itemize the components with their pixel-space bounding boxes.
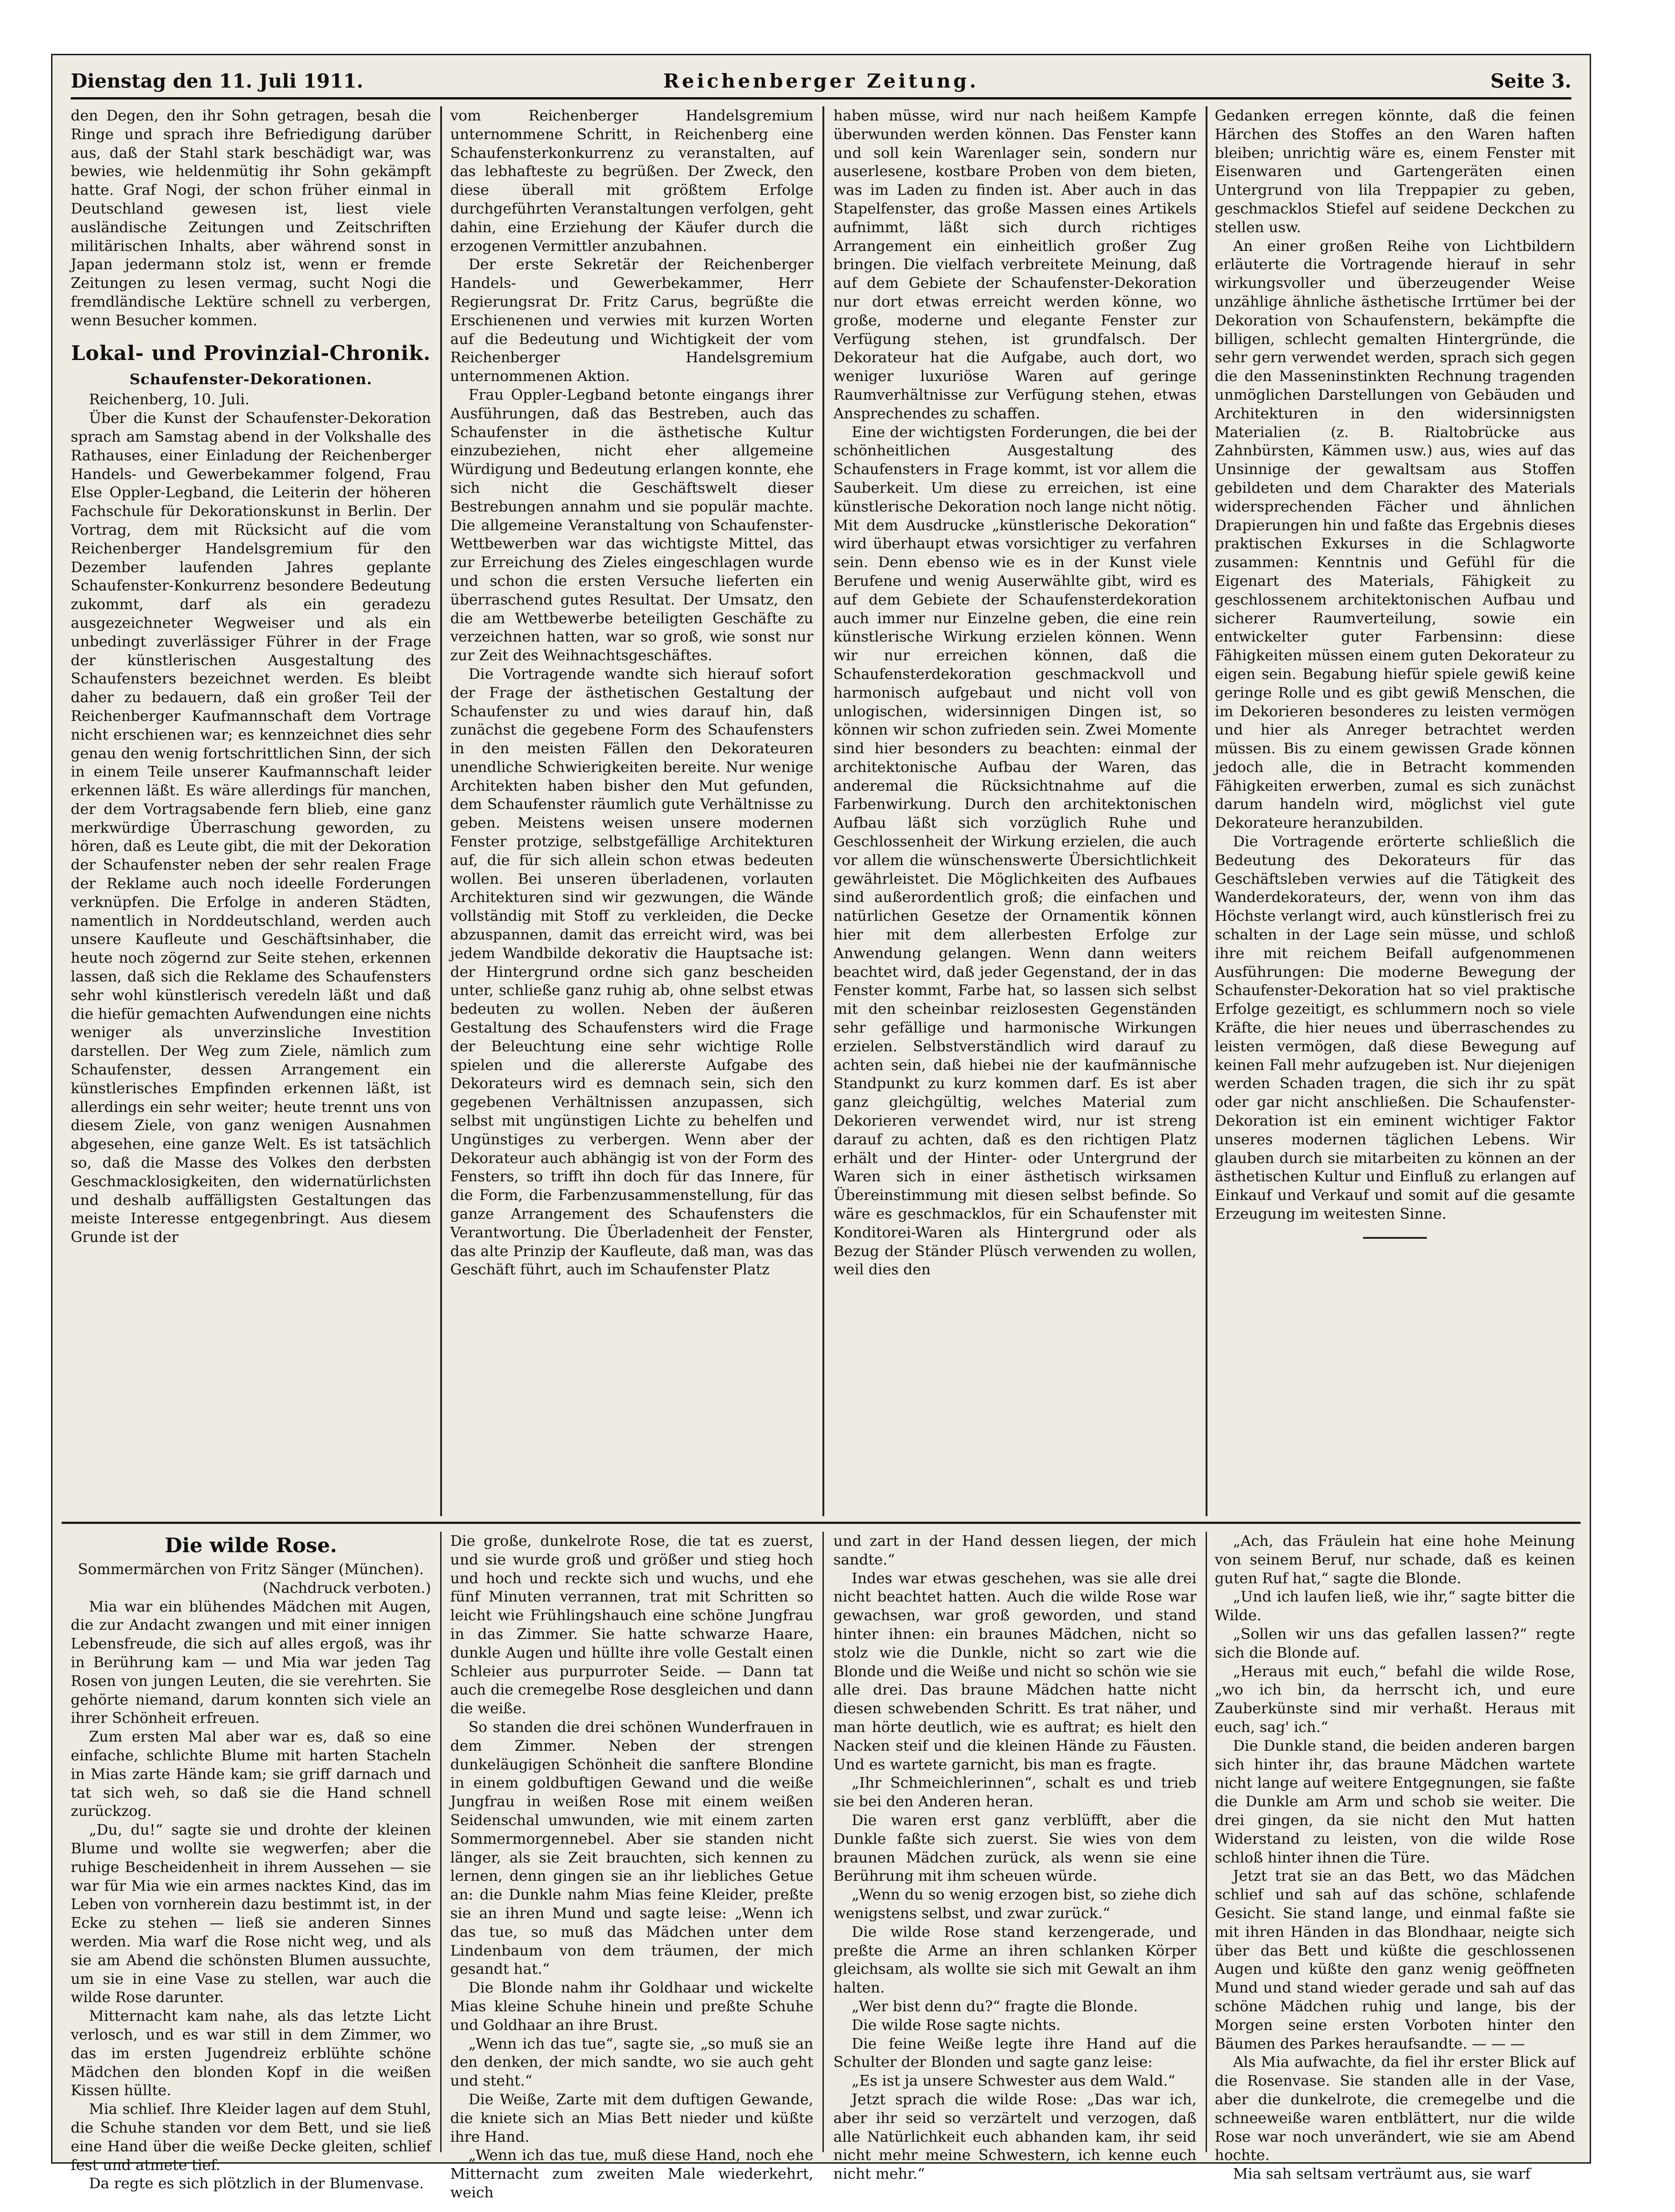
paragraph: Mitternacht kam nahe, als das letzte Licht verlosch, und es war still in dem Zimmer, wo das im ersten Jugendreiz erblühte schöne Mädchen den blonden Kopf in die weißen Kissen hüllte.	[71, 2007, 431, 2099]
paragraph: „Sollen wir uns das gefallen lassen?“ regte sich die Blonde auf.	[1215, 1625, 1575, 1661]
feuilleton-separator	[62, 1522, 1581, 1524]
page-header	[71, 65, 1571, 99]
paragraph: „Heraus mit euch,“ befahl die wilde Rose, „wo ich bin, da herrscht ich, und eure Zauberkünste sind mir verhaßt. Heraus mit euch, sag' ich.“	[1215, 1662, 1575, 1736]
paragraph: Frau Oppler-Legband betonte eingangs ihrer Ausführungen, daß das Bestreben, auch das Schaufenster in die ästhetische Kultur einzubeziehen, nicht eher allgemeine Würdigung und Bedeutung erlangen konnte, ehe sich nicht die Geschäftswelt dieser Bestrebungen annahm und sie populär machte. Die allgemeine Veranstaltung von Schaufenster-Wettbewerben war das wichtigste Mittel, das zur Erreichung des Zieles eingeschlagen wurde und schon die ersten Versuche lieferten ein überraschend gutes Resultat. Der Umsatz, den die am Wettbewerbe beteiligten Geschäfte zu verzeichnen hatten, war so groß, wie sonst nur zur Zeit des Weihnachtsgeschäftes.	[450, 386, 813, 664]
paragraph: Die wilde Rose stand kerzengerade, und preßte die Arme an ihren schlanken Körper gleichsam, als wollte sie sich mit Gewalt an ihm halten.	[833, 1923, 1196, 1997]
paragraph: Der erste Sekretär der Reichenberger Handels- und Gewerbekammer, Herr Regierungsrat Dr. Fritz Carus, begrüßte die Erschienenen und verwies mit kurzen Worten auf die Bedeutung und Wichtigkeit der vom Reichenberger Handelsgremium unternommenen Aktion.	[450, 256, 813, 385]
paragraph: So standen die drei schönen Wunderfrauen in dem Zimmer. Neben der strengen dunkeläugigen Schönheit die sanftere Blondine in einem goldbuftigen Gewand und die weiße Jungfrau in weißen Rose mit einem weißen Seidenschal umwunden, wie mit einem zarten Sommermorgennebel. Aber sie standen nicht länger, als sie Zeit brauchten, sich kennen zu lernen, denn gingen sie an ihr liebliches Getue an: die Dunkle nahm Mias feine Kleider, preßte sie an ihren Mund und sagte leise: „Wenn ich das tue, so muß das Mädchen unter dem Lindenbaum von dem träumen, der mich gesandt hat.“	[450, 1718, 813, 1978]
end-rule	[1363, 1237, 1427, 1239]
paragraph: Jetzt sprach die wilde Rose: „Das war ich, aber ihr seid so verzärtelt und verzogen, daß alle Natürlichkeit euch abhanden kam, ihr seid nicht mehr meine Schwestern, ich kenne euch nicht mehr.“	[833, 2090, 1196, 2183]
paragraph: „Und ich laufen ließ, wie ihr,“ sagte bitter die Wilde.	[1215, 1588, 1575, 1624]
column-rule	[440, 1532, 442, 2152]
story-title: Die wilde Rose.	[165, 1534, 337, 1557]
paragraph: Zum ersten Mal aber war es, daß so eine einfache, schlichte Blume mit harten Stacheln in Mias zarte Hände kam; sie griff darnach und tat sich weh, so daß sie die Hand schnell zurückzog.	[71, 1728, 431, 1820]
paragraph: „Wenn ich das tue, muß diese Hand, noch ehe Mitternacht zum zweiten Male wiederkehrt, weich	[450, 2146, 813, 2201]
paragraph: Über die Kunst der Schaufenster-Dekoration sprach am Samstag abend in der Volkshalle des Rathauses, einer Einladung der Reichenberger Handels- und Gewerbekammer folgend, Frau Else Oppler-Legband, die Leiterin der höheren Fachschule für Dekorationskunst in Berlin. Der Vortrag, dem mit Rücksicht auf die vom Reichenberger Handelsgremium für den Dezember laufenden Jahres geplante Schaufenster-Konkurrenz besondere Bedeutung zukommt, darf als ein geradezu ausgezeichneter Wegweiser und als ein unbedingt zuverlässiger Führer in der Frage der künstlerischen Ausgestaltung des Schaufensters bezeichnet werden. Es bleibt daher zu bedauern, daß ein großer Teil der Reichenberger Kaufmannschaft dem Vortrage nicht erschienen war; es kennzeichnet dies sehr genau den wenig fortschrittlichen Sinn, der sich in einem Teile unserer Kaufmannschaft leider erkennen läßt. Es wäre allerdings für manchen, der dem Vortragsabende fern blieb, eine ganz merkwürdige Überraschung geworden, zu hören, daß es Leute gibt, die mit der Dekoration der Schaufenster neben der sehr realen Frage der Reklame auch noch ideelle Forderungen verknüpfen. Die Erfolge in anderen Städten, namentlich in Norddeutschland, werden auch unsere Kaufleute und Geschäftsinhaber, die heute noch zögernd zur Seite stehen, erkennen lassen, daß sich die Reklame des Schaufensters sehr wohl künstlerisch veredeln läßt und daß die hiefür gemachten Aufwendungen eine nichts weniger als unverzinsliche Investition darstellen. Der Weg zum Ziele, nämlich zum Schaufenster, dessen Arrangement ein künstlerisches Empfinden erkennen läßt, ist allerdings ein sehr weiter; heute trennt uns von diesem Ziele, von ganz wenigen Ausnahmen abgesehen, eine ganze Welt. Es ist tatsächlich so, daß die Masse des Volkes den derbsten Geschmacklosigkeiten, den widernatürlichsten und deshalb auffälligsten Gestaltungen das meiste Interesse entgegenbringt. Aus diesem Grunde ist der	[71, 409, 431, 1246]
column-2	[450, 106, 813, 1516]
paragraph: haben müsse, wird nur nach heißem Kampfe überwunden werden können. Das Fenster kann und soll kein Warenlager sein, sondern nur auserlesene, kostbare Proben von dem bieten, was im Laden zu finden ist. Aber auch in das Stapelfenster, das große Massen eines Artikels aufnimmt, läßt sich durch richtiges Arrangement ein einheitlich großer Zug bringen. Die vielfach verbreitete Meinung, daß auf dem Gebiete der Schaufenster-Dekoration nur dort etwas erreicht werden könne, wo große, moderne und elegante Fenster zur Verfügung stehen, ist grundfalsch. Der Dekorateur hat die Aufgabe, auch dort, wo weniger luxuriöse Waren auf geringe Raumverhältnisse zur Verfügung stehen, etwas Ansprechendes zu schaffen.	[833, 107, 1196, 422]
paragraph: Mia schlief. Ihre Kleider lagen auf dem Stuhl, die Schuhe standen vor dem Bett, und sie ließ eine Hand über die weiße Decke gleiten, schlief fest und atmete tief.	[71, 2100, 431, 2174]
paragraph: vom Reichenberger Handelsgremium unternommene Schritt, in Reichenberg eine Schaufensterkonkurrenz zu veranstalten, auf das lebhafteste zu begrüßen. Der Zweck, den diese überall mit größtem Erfolge durchgeführten Veranstaltungen verfolgen, geht dahin, eine Erziehung der Käufer durch die erzogenen Vermittler anzubahnen.	[450, 107, 813, 255]
column-rule	[440, 106, 442, 1516]
column-3	[833, 106, 1196, 1516]
paragraph: Indes war etwas geschehen, was sie alle drei nicht beachtet hatten. Auch die wilde Rose war gewachsen, war groß geworden, und stand hinter ihnen: ein braunes Mädchen, nicht so stolz wie die Dunkle, nicht so zart wie die Blonde und die Weiße und nicht so schön wie sie alle drei. Das braune Mädchen hatte nicht diesen schwebenden Schritt. Es trat näher, und man hörte deutlich, wie es auftrat; es hielt den Nacken steif und die kleinen Hände zu Fäusten. Und es wartete garnicht, bis man es fragte.	[833, 1569, 1196, 1773]
column-rule	[1206, 1532, 1207, 2152]
paragraph: An einer großen Reihe von Lichtbildern erläuterte die Vortragende hierauf in sehr wirkungsvoller und überzeugender Weise unzählige ähnliche ästhetische Irrtümer bei der Dekoration von Schaufenstern, bekämpfte die billigen, schlecht gemalten Hintergründe, die sehr gern verwendet werden, sprach sich gegen die den Masseninstinkten Rechnung tragenden unmöglichen Darstellungen von Gebäuden und Architekturen in den widersinnigsten Materialien (z. B. Rialtobrücke aus Zahnbürsten, Kämmen usw.) aus, wies auf das Unsinnige der gewaltsam aus Stoffen gebildeten und dem Charakter des Materials widersprechenden Fächer und ähnlichen Drapierungen hin und faßte das Ergebnis dieses praktischen Exkurses in die Schlagworte zusammen: Kenntnis und Gefühl für die Eigenart des Materials, Fähigkeit zu geschlossenem architektonischen Aufbau und sicherer Raumverteilung, sowie ein entwickelter guter Farbensinn: diese Fähigkeiten müssen einem guten Dekorateur zu eigen sein. Begabung hiefür spiele gewiß keine geringe Rolle und es gibt gewiß Menschen, die im Dekorieren besonderes zu leisten vermögen und hier als Anreger betrachtet werden müssen. Bis zu einem gewissen Grade können jedoch alle, die in Betracht kommenden Fähigkeiten erwerben, zumal es sich zunächst darum handeln wird, möglichst viel gute Dekorateure heranzubilden.	[1215, 237, 1575, 832]
paragraph: „Du, du!“ sagte sie und drohte der kleinen Blume und wollte sie wegwerfen; aber die ruhige Bescheidenheit in ihrem Aussehen — sie war für Mia wie ein armes nacktes Kind, das im Leben von vornherein dazu bestimmt ist, in der Ecke zu stehen — ließ sie anderen Sinnes werden. Mia warf die Rose nicht weg, und als sie am Abend die schönsten Blumen aussuchte, um sie in eine Vase zu stellen, war auch die wilde Rose darunter.	[71, 1821, 431, 2006]
paragraph: Die waren erst ganz verblüfft, aber die Dunkle faßte sich zuerst. Sie wies von dem braunen Mädchen zurück, als wenn sie eine Berührung mit ihm scheuen würde.	[833, 1811, 1196, 1885]
paragraph: Die Dunkle stand, die beiden anderen bargen sich hinter ihr, das braune Mädchen wartete nicht lange auf weitere Entgegnungen, sie faßte die Dunkle am Arm und schob sie weiter. Die drei gingen, da sie nicht den Mut hatten Widerstand zu leisten, von die wilde Rose schloß hinter ihnen die Türe.	[1215, 1737, 1575, 1866]
paragraph: Die Vortragende erörterte schließlich die Bedeutung des Dekorateurs für das Geschäftsleben verwies auf die Tätigkeit des Wanderdekorateurs, der, wenn von ihm das Höchste verlangt wird, auch künstlerisch frei zu schalten in der Lage sein müsse, und schloß ihre mit reichem Beifall aufgenommenen Ausführungen: Die moderne Bewegung der Schaufenster-Dekoration hat so viel praktische Erfolge gezeitigt, es schlummern noch so viele Kräfte, die hier neues und überraschendes zu leisten vermögen, daß diese Bewegung auf keinen Fall mehr aufzugeben ist. Nur diejenigen werden Schaden tragen, die sich ihr zu spät oder gar nicht anschließen. Die Schaufenster-Dekoration ist ein eminent wichtiger Faktor unseres modernen täglichen Lebens. Wir glauben durch sie mitarbeiten zu können an der ästhetischen Kultur und Einfluß zu erlangen auf Einkauf und Verkauf und somit auf die gesamte Erzeugung im weitesten Sinne.	[1215, 833, 1575, 1223]
paragraph: Die Blonde nahm ihr Goldhaar und wickelte Mias kleine Schuhe hinein und preßte Schuhe und Goldhaar an ihre Brust.	[450, 1979, 813, 2034]
article-title: Schaufenster-Dekorationen.	[129, 370, 373, 388]
column-1	[71, 106, 431, 1498]
paragraph: „Wenn du so wenig erzogen bist, so ziehe dich wenigstens selbst, und zwar zurück.“	[833, 1886, 1196, 1922]
story-byline: Sommermärchen von Fritz Sänger (München).	[78, 1560, 424, 1578]
feuilleton-column-4	[1215, 1532, 1575, 2183]
reprint-note: (Nachdruck verboten.)	[262, 1579, 431, 1596]
paragraph: „Wenn ich das tue“, sagte sie, „so muß sie an den denken, der mich sandte, wo sie auch geht und steht.“	[450, 2035, 813, 2090]
paragraph: Mia war ein blühendes Mädchen mit Augen, die zur Andacht zwangen und mit einer innigen Lebensfreude, die sich auf alles ergoß, was ihr in Berührung kam — und Mia war jeden Tag Rosen von jungen Leuten, die sie verehrten. Sie gehörte niemand, darum konnten sich viele an ihrer Schönheit erfreuen.	[71, 1597, 431, 1727]
paragraph: Mia sah seltsam verträumt aus, sie warf	[1233, 2165, 1531, 2183]
paragraph: Gedanken erregen könnte, daß die feinen Härchen des Stoffes an den Waren haften bleiben; unrichtig wäre es, einem Fenster mit Eisenwaren und Gartengeräten einen Untergrund von lila Treppapier zu geben, geschmacklos Stiefel auf seidene Deckchen zu stellen usw.	[1215, 107, 1575, 236]
paragraph: Die große, dunkelrote Rose, die tat es zuerst, und sie wurde groß und größer und stieg hoch und hoch und reckte sich und wuchs, und ehe fünf Minuten verrannen, trat mit Schritten so leicht wie Frühlingshauch eine schöne Jungfrau in das Zimmer. Sie hatte schwarze Haare, dunkle Augen und hüllte ihre volle Gestalt einen Schleier aus purpurroter Seide. — Dann tat auch die cremegelbe Rose desgleichen und dann die weiße.	[450, 1532, 813, 1717]
column-rule	[1206, 106, 1207, 1516]
column-rule	[822, 106, 824, 1516]
dateline: Reichenberg, 10. Juli.	[89, 391, 250, 408]
feuilleton-column-2	[450, 1532, 813, 2201]
article-continuation: den Degen, den ihr Sohn getragen, besah die Ringe und sprach ihre Befriedigung darüber aus, daß der Stahl stark beschädigt war, was bewies, wie heldenmütig ihr Sohn gekämpft hatte. Graf Nogi, der schon früher einmal in Deutschland gewesen ist, liest viele ausländische Zeitungen und Zeitschriften militärischen Inhalts, aber während sonst in Japan jedermann stolz ist, wenn er fremde Zeitungen zu lesen vermag, sucht Nogi die fremdländische Lektüre schnell zu verbergen, wenn Besucher kommen.	[71, 107, 431, 329]
paragraph: „Es ist ja unsere Schwester aus dem Wald.“	[852, 2072, 1176, 2090]
section-heading: Lokal- und Provinzial-Chronik.	[71, 341, 431, 365]
paragraph: Die feine Weiße legte ihre Hand auf die Schulter der Blonden und sagte ganz leise:	[833, 2035, 1196, 2071]
paragraph: Da regte es sich plötzlich in der Blumenvase.	[89, 2175, 424, 2192]
paragraph: Die Vortragende wandte sich hierauf sofort der Frage der ästhetischen Gestaltung der Schaufenster zu und wies darauf hin, daß zunächst die gegebene Form des Schaufensters in den meisten Fällen den Dekorateuren unendliche Schwierigkeiten bereite. Nur wenige Architekten haben bisher den Mut gefunden, dem Schaufenster räumlich gute Verhältnisse zu geben. Meistens weisen unsere modernen Fenster protzige, selbstgefällige Architekturen auf, die für sich allein schon etwas bedeuten wollen. Bei unseren überladenen, vorlauten Architekturen sind wir gezwungen, die Wände vollständig mit Stoff zu verkleiden, die Decke abzuspannen, damit das erreicht wird, was bei jedem Wandbilde dekorativ die Hauptsache ist: der Hintergrund ordne sich ganz bescheiden unter, schließe ganz ruhig ab, ohne selbst etwas bedeuten zu wollen. Neben der äußeren Gestaltung des Schaufensters wird die Frage der Beleuchtung eine sehr wichtige Rolle spielen und die allererste Aufgabe des Dekorateurs wird es demnach sein, sich den gegebenen Verhältnissen anzupassen, sich selbst mit ungünstigen Lichte zu behelfen und Ungünstiges zu verbergen. Wenn aber der Dekorateur auch abhängig ist von der Form des Fensters, so trifft ihn doch für das Innere, für die Form, die Farbenzusammenstellung, für das ganze Arrangement des Schaufensters die Verantwortung. Die Überladenheit der Fenster, das alte Prinzip der Kaufleute, daß man, was das Geschäft führt, auch im Schaufenster Platz	[450, 665, 813, 1278]
page-number: Seite 3.	[1490, 70, 1571, 92]
paragraph: „Ach, das Fräulein hat eine hohe Meinung von seinem Beruf, nur schade, daß es keinen guten Ruf hat,“ sagte die Blonde.	[1215, 1532, 1575, 1587]
issue-date: Dienstag den 11. Juli 1911.	[71, 70, 364, 92]
feuilleton-column-1	[71, 1532, 431, 2192]
paragraph: Eine der wichtigsten Forderungen, die bei der schönheitlichen Ausgestaltung des Schaufensters in Frage kommt, ist vor allem die Sauberkeit. Um diese zu erreichen, ist eine künstlerische Dekoration noch lange nicht nötig. Mit dem Ausdrucke „künstlerische Dekoration“ wird überhaupt etwas vorsichtiger zu verfahren sein. Denn ebenso wie es in der Kunst viele Berufene und wenig Auserwählte gibt, wird es auf dem Gebiete der Schaufensterdekoration auch immer nur Einzelne geben, die eine rein künstlerische Wirkung erzielen können. Wenn wir nur erreichen können, daß die Schaufensterdekoration geschmackvoll und harmonisch aufgebaut und nicht voll von unlogischen, widersinnigen Dingen ist, so können wir schon zufrieden sein. Zwei Momente sind hier besonders zu beachten: einmal der architektonische Aufbau der Waren, das anderemal die Rücksichtnahme auf die Farbenwirkung. Durch den architektonischen Aufbau läßt sich vorzüglich Ruhe und Geschlossenheit der Wirkung erzielen, die auch vor allem die wünschenswerte Übersichtlichkeit gewährleistet. Die Möglichkeiten des Aufbaues sind außerordentlich groß; die einfachen und natürlichen Gesetze der Ornamentik können hier mit dem allerbesten Erfolge zur Anwendung gelangen. Wenn dann weiters beachtet wird, daß jeder Gegenstand, der in das Fenster kommt, Farbe hat, so lassen sich selbst mit den scheinbar reizlosesten Gegenständen sehr gefällige und harmonische Wirkungen erzielen. Selbstverständlich wird darauf zu achten sein, daß hiebei nie der kaufmännische Standpunkt zu kurz kommen darf. Es ist aber ganz gleichgültig, welches Material zum Dekorieren verwendet wird, nur ist streng darauf zu achten, daß es den richtigen Platz erhält und der Hinter- oder Untergrund der Waren sich in einer ästhetisch wirksamen Übereinstimmung mit diesen selbst befinde. So wäre es geschmacklos, für ein Schaufenster mit Konditorei-Waren als Hintergrund oder als Bezug der Ständer Plüsch verwenden zu wollen, weil dies den	[833, 423, 1196, 1278]
newspaper-title: Reichenberger Zeitung.	[663, 70, 979, 92]
paragraph: Die Weiße, Zarte mit dem duftigen Gewande, die kniete sich an Mias Bett nieder und küßte ihre Hand.	[450, 2090, 813, 2145]
paragraph: Jetzt trat sie an das Bett, wo das Mädchen schlief und sah auf das schöne, schlafende Gesicht. Sie stand lange, und einmal faßte sie mit ihren Händen in das Blondhaar, neigte sich über das Bett und küßte die geschlossenen Augen und küßte den ganz wenig geöffneten Mund und stand wieder gerade und sah auf das schöne Mädchen ruhig und lange, bis der Morgen seine ersten Vorboten hinter den Bäumen des Parkes heraufsandte. — — —	[1215, 1867, 1575, 2052]
paragraph: „Ihr Schmeichlerinnen“, schalt es und trieb sie bei den Anderen heran.	[833, 1774, 1196, 1810]
paragraph: und zart in der Hand dessen liegen, der mich sandte.“	[833, 1532, 1196, 1568]
newspaper-page	[51, 54, 1591, 2201]
paragraph: Die wilde Rose sagte nichts.	[852, 2016, 1061, 2034]
paragraph: „Wer bist denn du?“ fragte die Blonde.	[852, 1997, 1138, 2015]
column-rule	[822, 1532, 824, 2152]
column-4	[1215, 106, 1575, 1516]
paragraph: Als Mia aufwachte, da fiel ihr erster Blick auf die Rosenvase. Sie standen alle in der Vase, aber die dunkelrote, die cremegelbe und die schneeweiße waren entblättert, nur die wilde Rose war noch unverändert, wie sie am Abend hochte.	[1215, 2053, 1575, 2164]
feuilleton-column-3	[833, 1532, 1196, 2183]
